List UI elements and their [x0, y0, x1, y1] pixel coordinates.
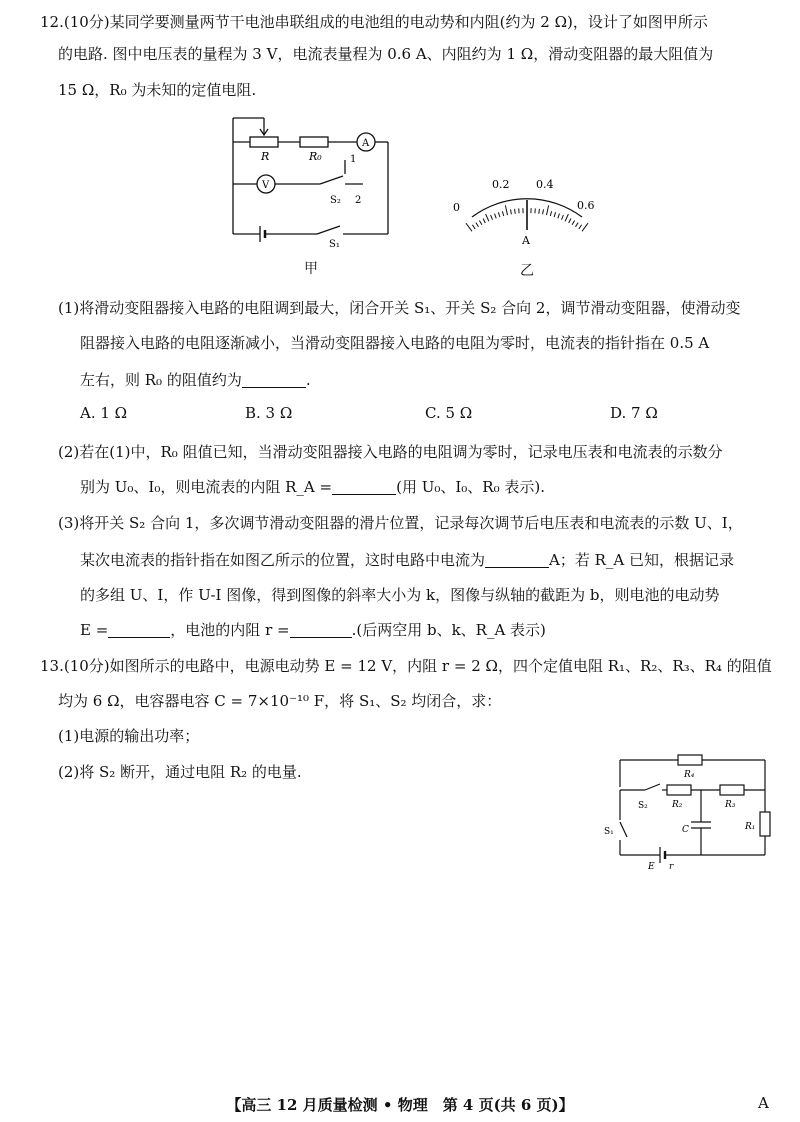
- label-s2: S₂: [330, 195, 341, 206]
- dial-tick-mark: [515, 209, 516, 214]
- q13-circuit-figure: [600, 752, 780, 872]
- answer-blank-r0[interactable]: [242, 371, 306, 388]
- answer-blank-ra[interactable]: [332, 478, 396, 495]
- q12-p2-line-2: 别为 U₀、I₀，则电流表的内阻 R_A = (用 U₀、I₀、R₀ 表示).: [80, 478, 546, 496]
- q12-line-1: 12.(10分)某同学要测量两节干电池串联组成的电池组的电动势和内阻(约为 2 Ω)，设计了如图甲所示: [40, 13, 708, 31]
- dial-tick-mark: [547, 205, 549, 215]
- dial-tick-0.6: 0.6: [577, 199, 595, 212]
- dial-tick-0: 0: [453, 201, 460, 214]
- q13-p1: (1)电源的输出功率；: [58, 727, 200, 745]
- dial-tick-mark: [483, 219, 485, 224]
- dial-tick-mark: [498, 212, 500, 217]
- page-footer: 【高三 12 月质量检测 • 物理 第 4 页(共 6 页)】: [226, 1096, 574, 1114]
- q12-line-3: 15 Ω，R₀ 为未知的定值电阻.: [58, 81, 257, 99]
- label-pos-2: 2: [355, 195, 362, 206]
- label-ammeter: A: [362, 138, 370, 149]
- label-voltmeter: V: [262, 180, 270, 191]
- dial-tick-mark: [579, 225, 582, 229]
- option-a[interactable]: A. 1 Ω: [80, 404, 128, 422]
- label-r2: R₂: [672, 800, 683, 810]
- dial-tick-mark: [539, 209, 540, 214]
- q12-p1-line-2: 阻器接入电路的电阻逐渐减小，当滑动变阻器接入电路的电阻为零时，电流表的指针指在 0.5 A: [80, 334, 710, 352]
- label-pos-1: 1: [350, 154, 357, 165]
- q13-line-1: 13.(10分)如图所示的电路中，电源电动势 E = 12 V，内阻 r = 2 Ω，四个定值电阻 R₁、R₂、R₃、R₄ 的阻值: [40, 657, 772, 675]
- dial-tick-0.2: 0.2: [492, 178, 510, 191]
- dial-label-a: A: [522, 234, 530, 247]
- dial-tick-mark: [511, 209, 512, 214]
- figure-caption-yi: 乙: [520, 263, 534, 279]
- label-c: C: [682, 825, 689, 835]
- dial-tick-mark: [486, 214, 489, 221]
- q12-p3-line-2: 某次电流表的指针指在如图乙所示的位置，这时电路中电流为 A；若 R_A 已知，根据记录: [80, 551, 735, 569]
- dial-tick-mark: [550, 211, 551, 216]
- dial-tick-mark: [479, 221, 482, 225]
- dial-tick-mark: [572, 221, 575, 225]
- q12-p3-line-4: E = ，电池的内阻 r = .(后两空用 b、k、R_A 表示): [80, 621, 546, 639]
- dial-tick-0.4: 0.4: [536, 178, 554, 191]
- answer-blank-emf[interactable]: [108, 621, 170, 638]
- label-r3: R₃: [725, 800, 736, 810]
- answer-blank-r[interactable]: [290, 621, 352, 638]
- figure-caption-jia: 甲: [304, 261, 318, 277]
- option-c[interactable]: C. 5 Ω: [425, 404, 473, 422]
- label-s1: S₁: [329, 239, 340, 247]
- dial-tick-mark: [543, 209, 544, 214]
- q12-figure-jia: [225, 112, 400, 247]
- label-r1: R₁: [745, 822, 756, 832]
- q13-line-2: 均为 6 Ω，电容器电容 C = 7×10⁻¹⁰ F，将 S₁、S₂ 均闭合，求：: [58, 692, 502, 710]
- q12-p1-line-3: 左右，则 R₀ 的阻值约为 .: [80, 371, 311, 389]
- dial-tick-mark: [554, 212, 556, 217]
- dial-tick-mark: [502, 211, 503, 216]
- dial-tick-mark: [505, 205, 507, 215]
- dial-tick-mark: [582, 223, 588, 231]
- label-r4: R₄: [684, 770, 695, 780]
- dial-tick-mark: [576, 223, 579, 227]
- paper-version-label: A: [758, 1094, 769, 1112]
- q12-p1-line-1: (1)将滑动变阻器接入电路的电阻调到最大，闭合开关 S₁、开关 S₂ 合向 2，调节滑动变阻器，使滑动变: [58, 299, 741, 317]
- dial-tick-mark: [569, 219, 571, 224]
- label-r-internal: r: [669, 862, 674, 872]
- q12-line-2: 的电路. 图中电压表的量程为 3 V，电流表量程为 0.6 A、内阻约为 1 Ω，滑动变阻器的最大阻值为: [58, 45, 714, 63]
- dial-tick-mark: [562, 215, 564, 220]
- q13-p2: (2)将 S₂ 断开，通过电阻 R₂ 的电量.: [58, 763, 302, 781]
- label-e: E: [648, 862, 655, 872]
- dial-tick-mark: [491, 215, 493, 220]
- answer-blank-current[interactable]: [485, 551, 549, 568]
- option-b[interactable]: B. 3 Ω: [245, 404, 293, 422]
- dial-tick-mark: [472, 225, 475, 229]
- q12-figure-yi: [450, 170, 610, 255]
- q12-p2-line-1: (2)若在(1)中，R₀ 阻值已知，当滑动变阻器接入电路的电阻调为零时，记录电压表和电流表的示数分: [58, 443, 723, 461]
- q12-p3-line-3: 的多组 U、I，作 U-I 图像，得到图像的斜率大小为 k，图像与纵轴的截距为 b，则电池的电动势: [80, 586, 720, 604]
- dial-tick-mark: [476, 223, 479, 227]
- label-s2: S₂: [638, 801, 648, 811]
- q12-p3-line-1: (3)将开关 S₂ 合向 1，多次调节滑动变阻器的滑片位置，记录每次调节后电压表和电流表的示数 U、I，: [58, 514, 743, 532]
- dial-tick-mark: [565, 214, 568, 221]
- label-r0: R₀: [309, 150, 322, 163]
- dial-tick-mark: [466, 223, 472, 231]
- label-r: R: [261, 150, 270, 163]
- dial-tick-mark: [558, 214, 560, 219]
- label-s1: S₁: [604, 827, 614, 837]
- option-d[interactable]: D. 7 Ω: [610, 404, 658, 422]
- dial-tick-mark: [495, 214, 497, 219]
